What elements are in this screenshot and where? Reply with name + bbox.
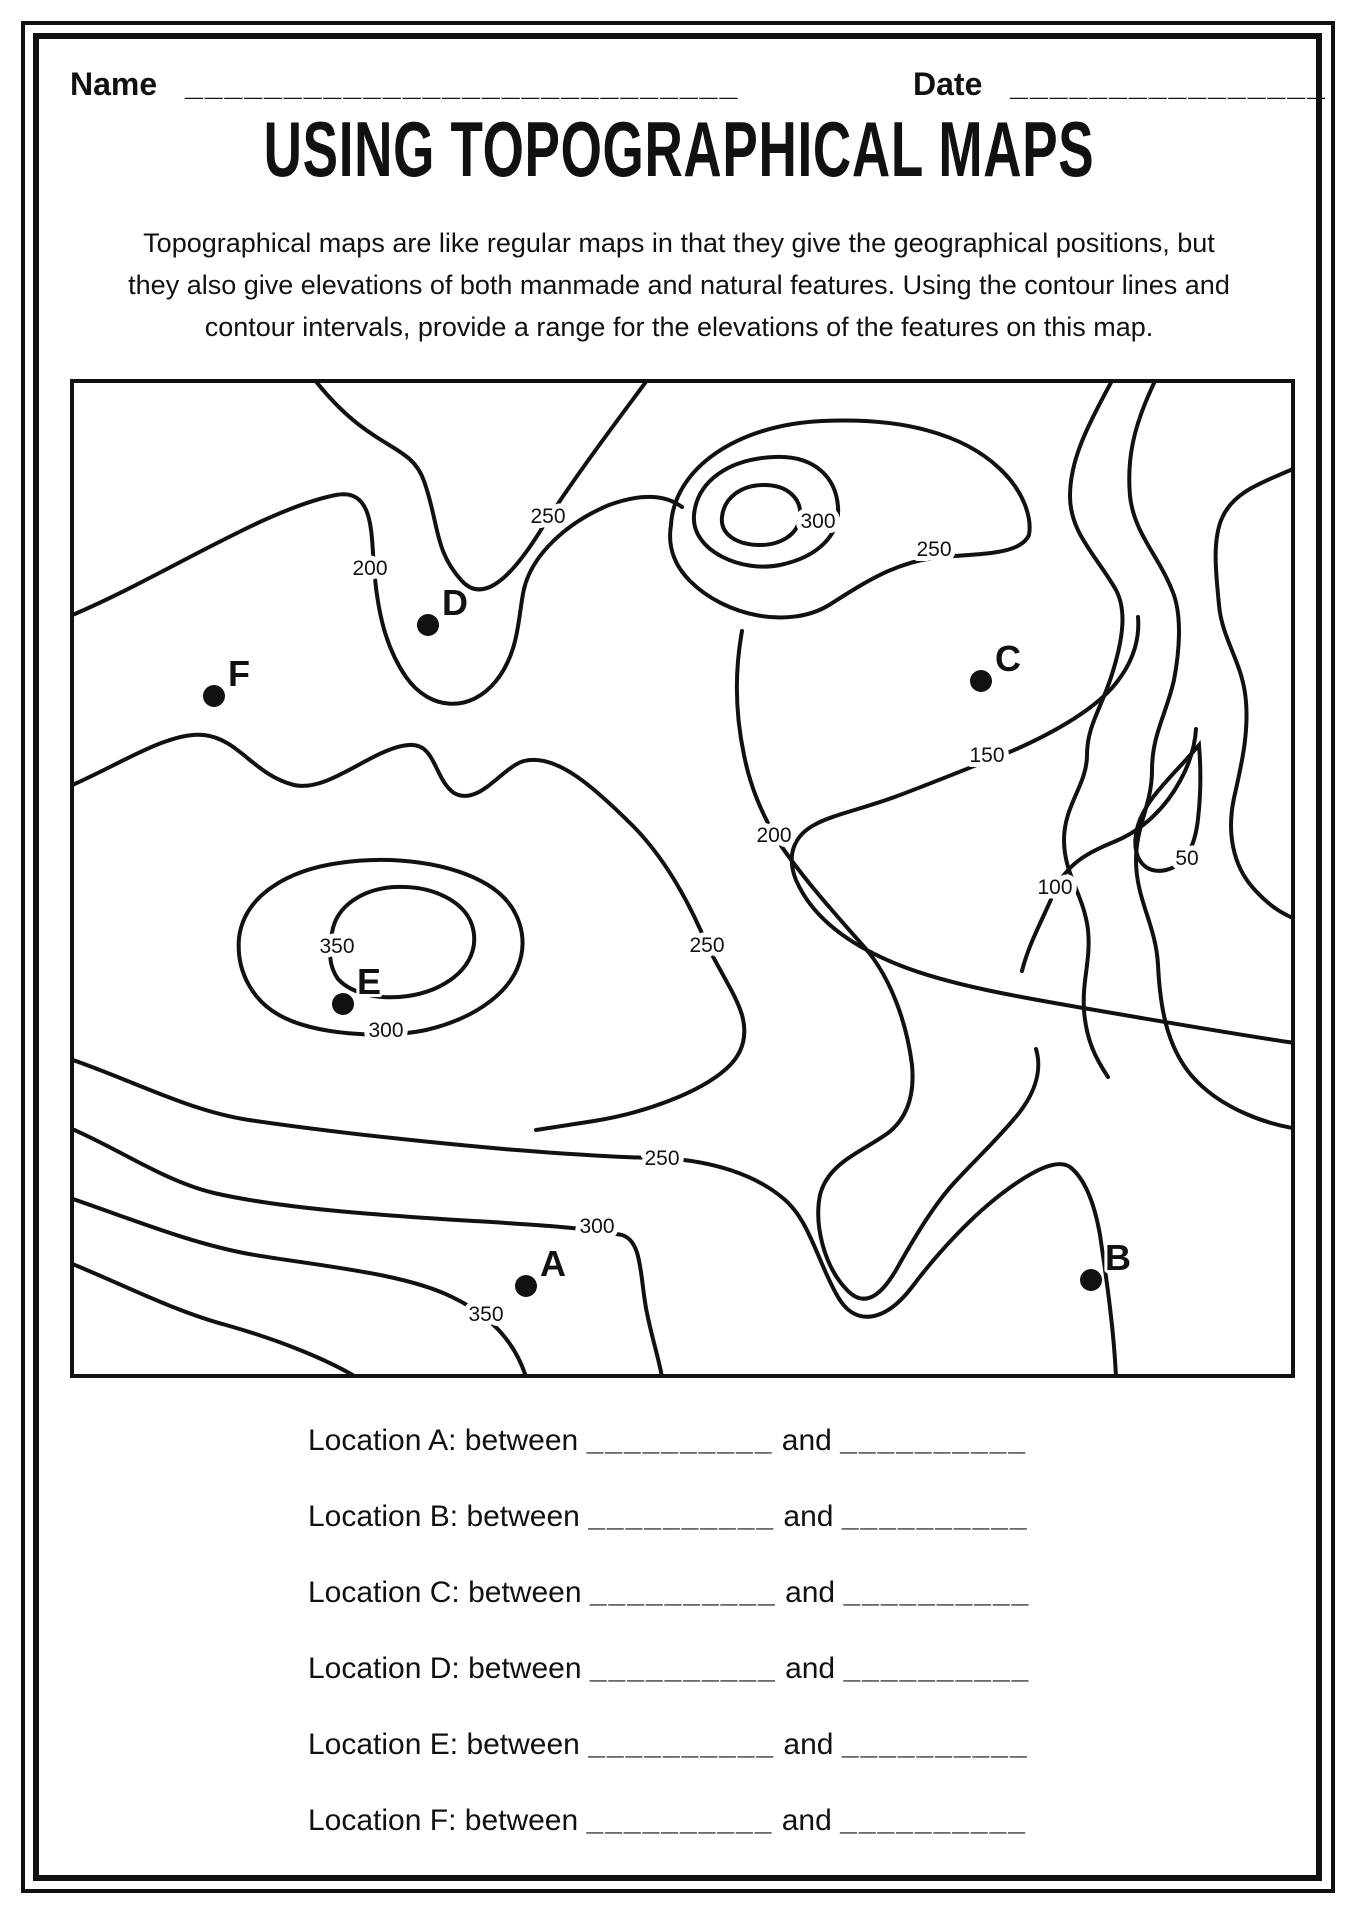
point-letter-F: F xyxy=(228,653,250,694)
contour-line-300 xyxy=(74,1128,662,1374)
answer-blank-2: __________ xyxy=(841,1728,1029,1761)
contour-line-250 xyxy=(670,420,1030,617)
answer-blank-2: __________ xyxy=(840,1804,1027,1837)
date-field xyxy=(913,66,1327,103)
spacer xyxy=(773,1804,781,1837)
intro-line-1: Topographical maps are like regular maps in that they give the geographical positions, but xyxy=(143,228,1215,258)
date-blank: ________________ xyxy=(1010,66,1327,102)
answer-blank-1: __________ xyxy=(586,1424,774,1457)
and-word: and xyxy=(783,1500,834,1533)
contour-line xyxy=(722,485,800,545)
point-letter-A: A xyxy=(540,1243,566,1284)
contour-label-50: 50 xyxy=(1175,847,1199,870)
contour-label-150: 150 xyxy=(969,744,1005,767)
contour-line xyxy=(1216,468,1291,919)
and-word: and xyxy=(781,1424,832,1457)
point-letter-C: C xyxy=(995,638,1021,679)
answer-blank-2: __________ xyxy=(843,1652,1031,1685)
question-label: Location C: between xyxy=(308,1576,582,1609)
contour-label-250: 250 xyxy=(916,538,952,561)
worksheet-title: USING TOPOGRAPHICAL MAPS xyxy=(263,105,1095,193)
contour-line-350 xyxy=(74,1198,526,1374)
contour-line-300 xyxy=(239,860,523,1035)
point-letter-B: B xyxy=(1105,1237,1131,1278)
contour-label-350: 350 xyxy=(468,1303,504,1326)
answer-blank-1: __________ xyxy=(586,1804,774,1837)
answer-blank-1: __________ xyxy=(588,1500,776,1533)
intro-line-3: contour intervals, provide a range for the elevations of the features on this map. xyxy=(204,312,1154,342)
spacer xyxy=(582,1576,590,1609)
spacer xyxy=(773,1424,781,1457)
contour-line-150 xyxy=(792,617,1291,1043)
question-row-1 xyxy=(308,1424,1027,1464)
name-blank: ____________________________ xyxy=(184,66,740,102)
contour-label-100: 100 xyxy=(1037,876,1073,899)
intro-line-2: they also give elevations of both manmade and natural features. Using the contour lines and xyxy=(128,270,1230,300)
and-word: and xyxy=(785,1652,836,1685)
spacer xyxy=(578,1804,586,1837)
contour-line-250 xyxy=(74,735,744,1130)
question-label: Location F: between xyxy=(308,1804,579,1837)
contour-line xyxy=(1129,383,1291,1129)
question-label: Location E: between xyxy=(308,1728,580,1761)
answer-blank-1: __________ xyxy=(589,1652,777,1685)
contour-line xyxy=(74,1263,356,1374)
contour-line-100 xyxy=(1022,729,1199,971)
answer-blank-1: __________ xyxy=(588,1728,776,1761)
spacer xyxy=(777,1576,785,1609)
contour-label-350: 350 xyxy=(319,935,355,958)
spacer xyxy=(580,1728,588,1761)
intro-paragraph xyxy=(0,222,1358,348)
and-word: and xyxy=(781,1804,832,1837)
contour-label-200: 200 xyxy=(756,824,792,847)
contour-label-250: 250 xyxy=(689,934,725,957)
name-field xyxy=(70,66,739,103)
answer-blank-2: __________ xyxy=(841,1500,1029,1533)
point-dot-F xyxy=(203,685,225,707)
topo-map-svg xyxy=(74,383,1291,1374)
point-dot-C xyxy=(970,670,992,692)
point-dot-D xyxy=(417,614,439,636)
question-row-5 xyxy=(308,1728,1029,1768)
question-label: Location B: between xyxy=(308,1500,580,1533)
and-word: and xyxy=(783,1728,834,1761)
date-label: Date xyxy=(913,66,983,102)
point-dot-E xyxy=(332,993,354,1015)
contour-label-300: 300 xyxy=(800,510,836,533)
question-row-6 xyxy=(308,1804,1027,1844)
spacer xyxy=(833,1500,841,1533)
answer-blank-1: __________ xyxy=(589,1576,777,1609)
point-letter-D: D xyxy=(442,582,468,623)
spacer xyxy=(832,1804,840,1837)
spacer xyxy=(578,1424,586,1457)
spacer xyxy=(777,1652,785,1685)
name-label: Name xyxy=(70,66,158,102)
point-dot-A xyxy=(515,1275,537,1297)
spacer xyxy=(832,1424,840,1457)
spacer xyxy=(582,1652,590,1685)
question-label: Location D: between xyxy=(308,1652,582,1685)
contour-line-200 xyxy=(74,494,682,704)
contour-label-300: 300 xyxy=(579,1215,615,1238)
contour-line xyxy=(1064,383,1122,1077)
contour-label-250: 250 xyxy=(530,505,566,528)
spacer xyxy=(833,1728,841,1761)
answer-blank-2: __________ xyxy=(840,1424,1028,1457)
question-row-3 xyxy=(308,1576,1030,1616)
answer-blank-2: __________ xyxy=(843,1576,1031,1609)
question-label: Location A: between xyxy=(308,1424,579,1457)
and-word: and xyxy=(785,1576,836,1609)
contour-label-200: 200 xyxy=(352,557,388,580)
point-dot-B xyxy=(1080,1269,1102,1291)
contour-label-300: 300 xyxy=(368,1019,404,1042)
question-row-4 xyxy=(308,1652,1030,1692)
spacer xyxy=(580,1500,588,1533)
topo-map xyxy=(70,379,1295,1378)
contour-label-250: 250 xyxy=(644,1147,680,1170)
question-row-2 xyxy=(308,1500,1029,1540)
point-letter-E: E xyxy=(357,961,382,1002)
